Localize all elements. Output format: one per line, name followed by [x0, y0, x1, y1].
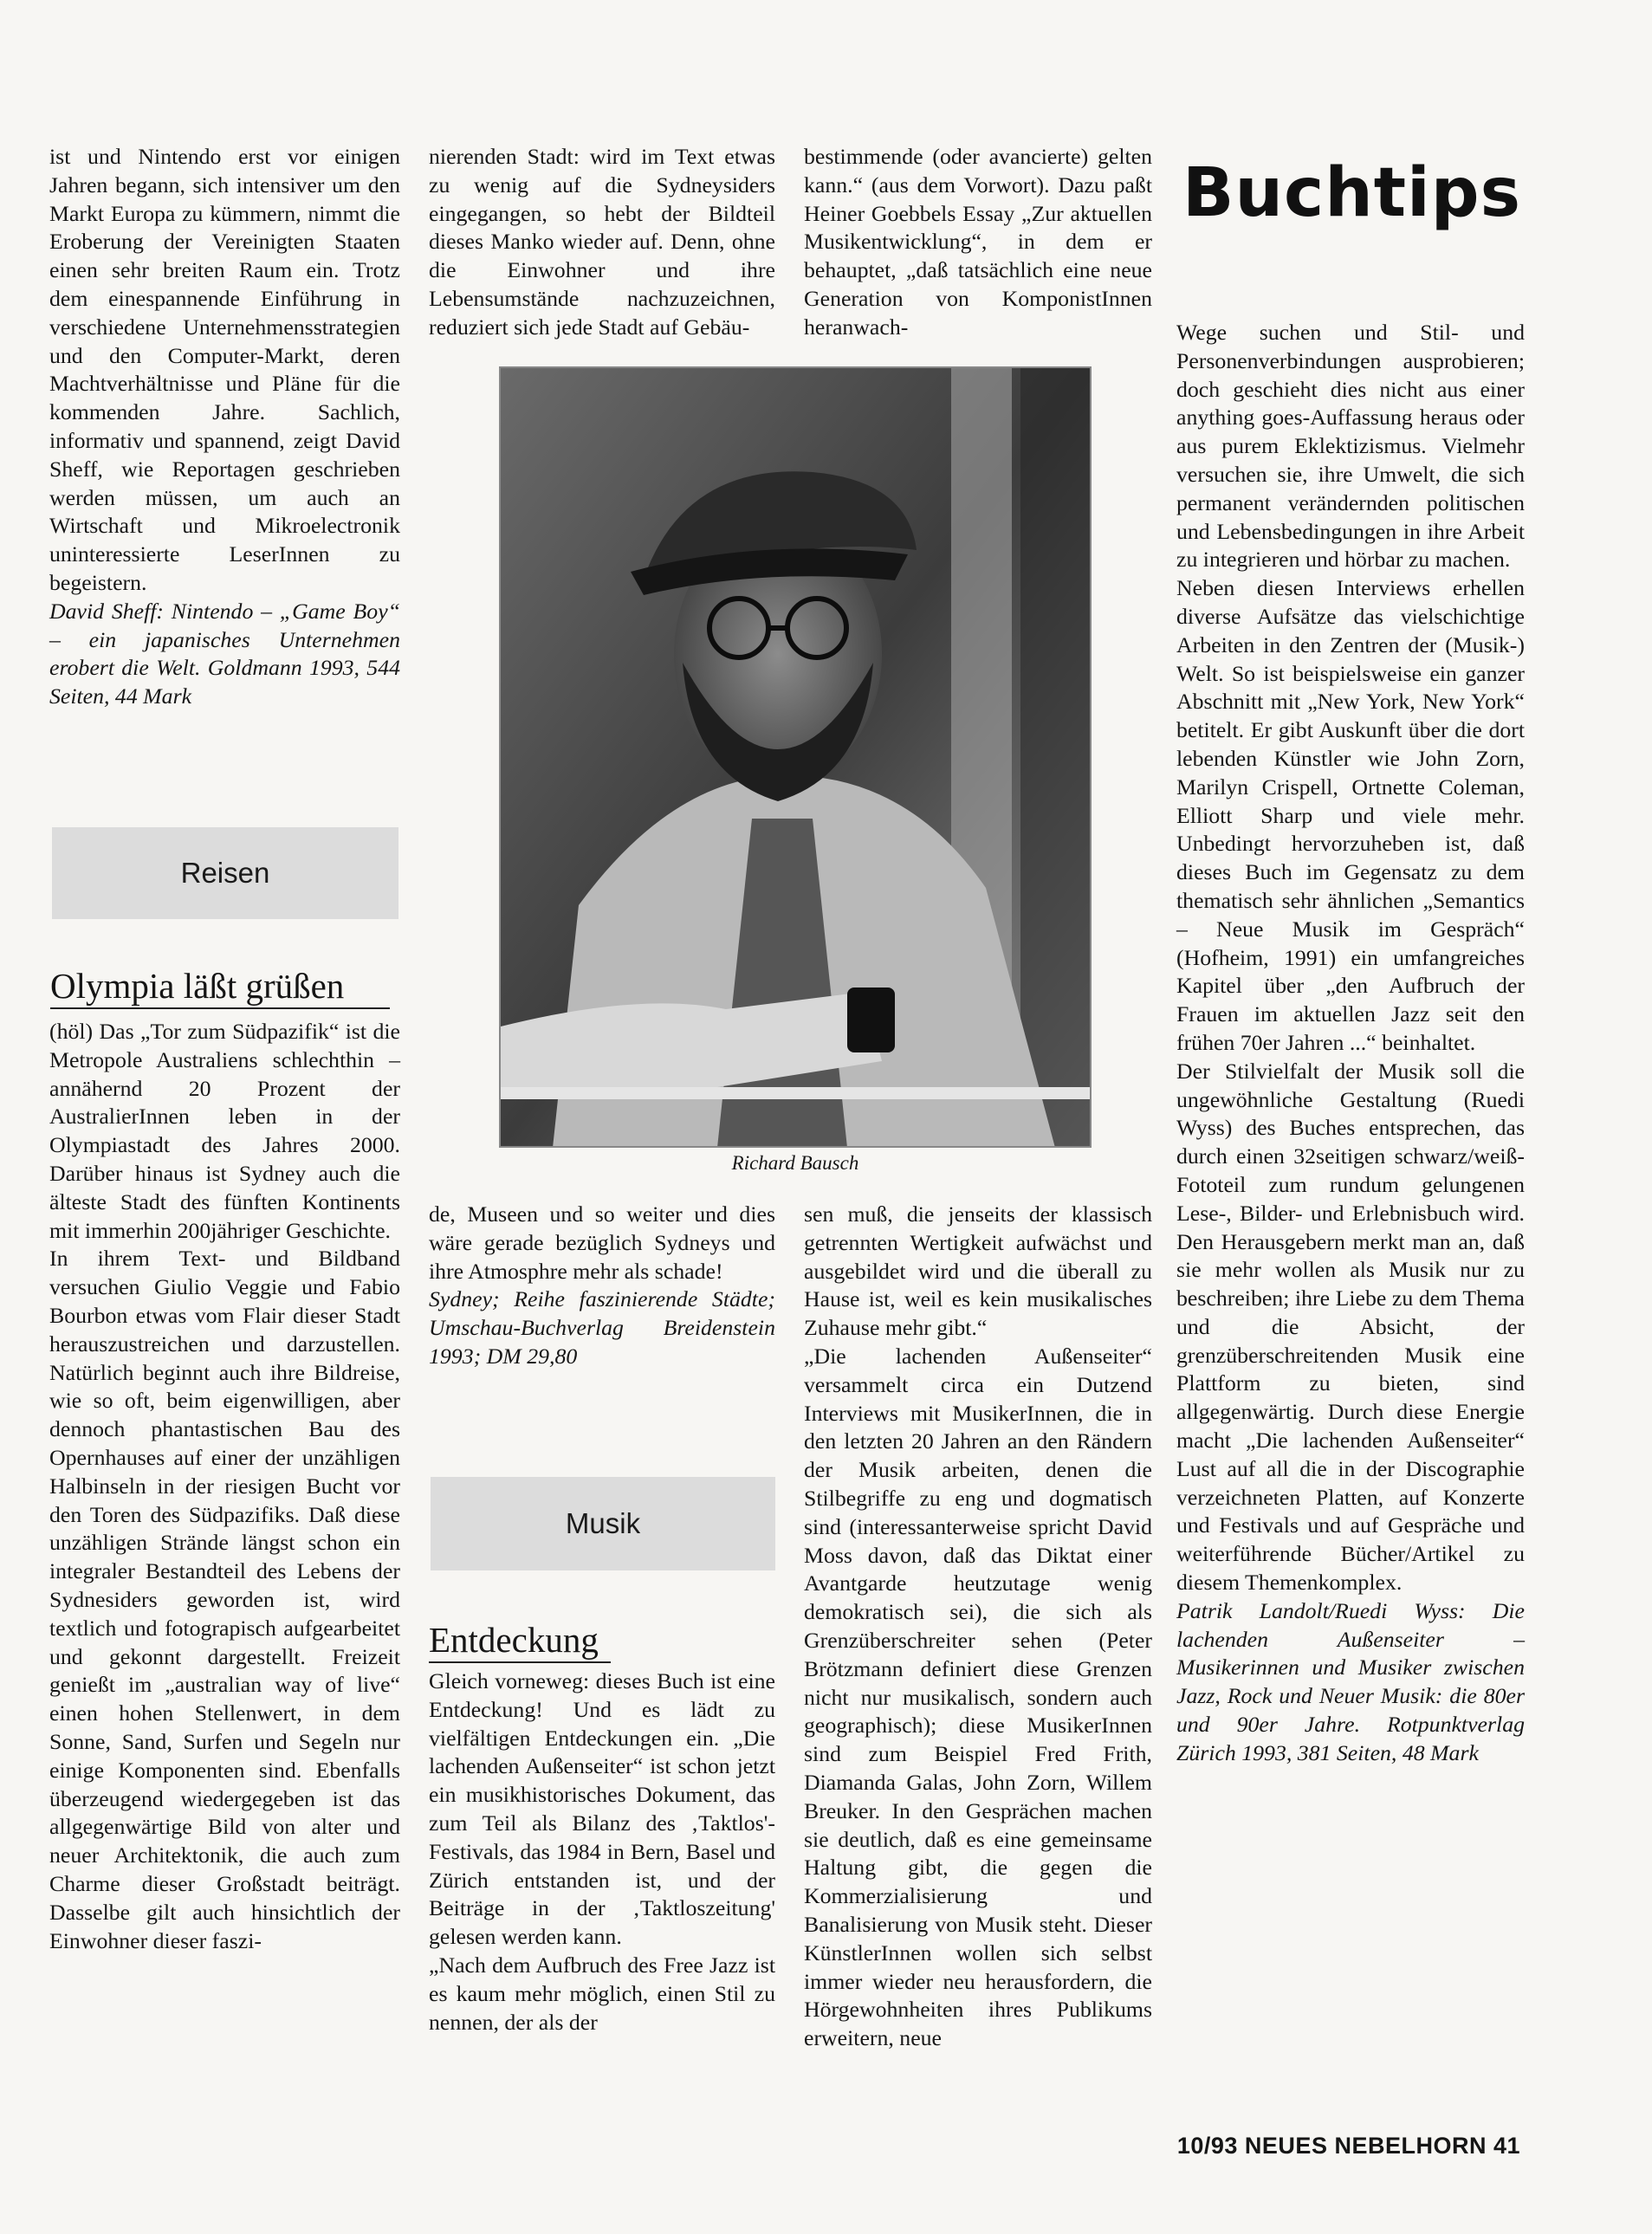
citation-aussenseiter: Patrik Landolt/Ruedi Wyss: Die lachenden Außenseiter – Musikerinnen und Musiker zwischen Jazz, Rock und Neuer Musik: die 80er und 90er Jahre. Rotpunktverlag Zürich 1993, 381 Seiten, 48 Mark	[1176, 1597, 1525, 1765]
column-1-top	[49, 143, 400, 711]
article-heading-entdeckung: Entdeckung	[429, 1620, 611, 1663]
section-banner-reisen	[52, 827, 398, 919]
column-4	[1176, 319, 1525, 1768]
portrait-photo-icon	[501, 368, 1090, 1146]
article-entdeckung-paragraph-4: „Die lachenden Außenseiter“ versammelt circa ein Dutzend Interviews mit MusikerInnen, die in den letzten 20 Jahren an den Rändern der Musik arbeiten, denen die Stilbegriffe zu eng und dogmatisch sind (interessanterweise spricht David Moss davon, daß das Diktat einer Avantgarde heutzutage wenig demokratisch sei), die sich als Grenzüberschreiter sehen (Peter Brötzmann definiert diese Grenzen nicht nur musikalisch, sondern auch geographisch); diese MusikerInnen sind zum Beispiel Fred Frith, Diamanda Galas, John Zorn, Willem Breuker. In den Gesprächen machen sie deutlich, daß es eine gemeinsame Haltung gibt, die gegen die Kommerzialisierung und Banalisierung von Musik steht. Dieser KünstlerInnen wollen sich selbst immer wieder neu herausfordern, die Hörgewohnheiten ihres Publikums erweitern, neue	[804, 1343, 1152, 2051]
article-olympia-end: de, Museen und so weiter und dies wäre gerade bezüglich Sydneys und ihre Atmosphre mehr als schade!	[429, 1201, 775, 1284]
column-1-bottom	[49, 1018, 400, 1955]
column-2-top	[429, 143, 775, 342]
article-entdeckung-paragraph-2: „Nach dem Aufbruch des Free Jazz ist es kaum mehr möglich, einen Stil zu nennen, der als der	[429, 1952, 775, 2035]
article-entdeckung-paragraph-5: Wege suchen und Stil- und Personenverbindungen ausprobieren; doch geschieht dies nicht aus einer anything goes-Auffassung heraus oder aus purem Eklektizismus. Vielmehr versuchen sie, ihre Umwelt, die sich permanent verändernden politischen und Lebensbedingungen in ihre Arbeit zu integrieren und hörbar zu machen.	[1176, 320, 1525, 573]
article-olympia-paragraph-1: (höl) Das „Tor zum Südpazifik“ ist die Metropole Australiens schlechthin – annähernd 20 Prozent der AustralierInnen leben in der Olympiastadt des Jahres 2000. Darüber hinaus ist Sydney auch die älteste Stadt des fünften Kontinents mit immerhin 200jähriger Geschichte.	[49, 1019, 400, 1243]
portrait-photo	[501, 368, 1090, 1146]
article-heading-olympia: Olympia läßt grüßen	[50, 966, 390, 1009]
section-title-buchtips: Buchtips	[1182, 154, 1522, 232]
article-olympia-paragraph-2: In ihrem Text- und Bildband versuchen Giulio Veggie und Fabio Bourbon etwas vom Flair dieser Stadt herauszustreichen und darzustellen. Natürlich beginnt auch ihre Bildreise, wie so oft, beim eigenwilligen, aber dennoch phantastischen Bau des Opernhauses auf einer der unzähligen Halbinseln in der riesigen Bucht vor den Toren des Südpazifiks. Daß diese unzähligen Strände längst schon ein integraler Bestandteil des Lebens der Sydnesiders geworden ist, wird textlich und fotograpisch aufgearbeitet und gekonnt dargestellt. Freizeit genießt im „australian way of live“ einen hohen Stellenwert, in dem Sonne, Sand, Surfen und Segeln nur einige Komponenten sind. Ebenfalls überzeugend wiedergegeben ist das allgegenwärtige Bild von alter und neuer Architektonik, die auch zum Charme dieser Großstadt beiträgt. Dasselbe gilt auch hinsichtlich der Einwohner dieser faszi-	[49, 1246, 400, 1953]
photo-caption: Richard Bausch	[731, 1152, 859, 1174]
column-3-top	[804, 143, 1152, 342]
article-entdeckung-paragraph-1: Gleich vorneweg: dieses Buch ist eine Entdeckung! Und es lädt zu vielfältigen Entdeckungen ein. „Die lachenden Außenseiter“ ist schon jetzt ein musikhistorisches Dokument, das zum Teil als Bilanz des ‚Taktlos'-Festivals, das 1984 in Bern, Basel und Zürich entstanden ist, und der Beiträge in der ‚Taktloszeitung' gelesen werden kann.	[429, 1668, 775, 1950]
column-3-bottom	[804, 1201, 1152, 2053]
column-2-lower	[429, 1667, 775, 2037]
section-banner-label: Musik	[565, 1507, 641, 1539]
citation-sydney: Sydney; Reihe faszinierende Städte; Umschau-Buchverlag Breidenstein 1993; DM 29,80	[429, 1286, 775, 1369]
article-entdeckung-continued: bestimmende (oder avancierte) gelten kann.“ (aus dem Vorwort). Dazu paßt Heiner Goebbels Essay „Zur aktuellen Musikentwicklung“, in dem er behauptet, „daß tatsächlich eine neue Generation von KomponistInnen heranwach-	[804, 144, 1152, 340]
page-footer: 10/93 NEUES NEBELHORN 41	[1176, 2133, 1520, 2159]
article-entdeckung-paragraph-7: Der Stilvielfalt der Musik soll die ungewöhnliche Gestaltung (Ruedi Wyss) des Buches entsprechen, das durch einen 32seitigen schwarz/weiß-Fototeil zum rundum gelungenen Lese-, Bilder- und Erlebnisbuch wird. Den Herausgebern merkt man an, daß sie mehr wollen als Musik nur zu beschreiben; ihre Liebe zu dem Thema und die Absicht, der grenzüberschreitenden Musik eine Plattform zu bieten, sind allgegenwärtig. Durch diese Energie macht „Die lachenden Außenseiter“ Lust auf all die in der Discographie verzeichneten Platten, auf Konzerte und Festivals und auf Gespräche und weiterführende Bücher/Artikel zu diesem Themenkomplex.	[1176, 1058, 1525, 1596]
citation-nintendo: David Sheff: Nintendo – „Game Boy“ – ein japanisches Unternehmen erobert die Welt. Goldmann 1993, 544 Seiten, 44 Mark	[49, 598, 400, 709]
section-banner-label: Reisen	[180, 857, 270, 889]
article-olympia-continued: nierenden Stadt: wird im Text etwas zu wenig auf die Sydneysiders eingegangen, so hebt der Bildteil dieses Manko wieder auf. Denn, ohne die Einwohner und ihre Lebensumstände nachzuzeichnen, reduziert sich jede Stadt auf Gebäu-	[429, 144, 775, 340]
article-entdeckung-paragraph-6: Neben diesen Interviews erhellen diverse Aufsätze das vielschichtige Arbeiten in den Zentren der (Musik-) Welt. So ist beispielsweise ein ganzer Abschnitt mit „New York, New York“ betitelt. Er gibt Auskunft über die dort lebenden Künstler wie John Zorn, Marilyn Crispell, Ortnette Coleman, Elliott Sharp und viele mehr. Unbedingt hervorzuheben ist, daß dieses Buch im Gegensatz zu dem thematisch sehr ähnlichen „Semantics – Neue Musik im Gespräch“ (Hofheim, 1991) ein umfangreiches Kapitel über „den Aufbruch der Frauen im aktuellen Jazz seit den frühen 70er Jahren ...“ beinhaltet.	[1176, 575, 1525, 1055]
article-nintendo-text: ist und Nintendo erst vor einigen Jahren begann, sich intensiver um den Markt Europa zu kümmern, nimmt die Eroberung der Vereinigten Staaten einen sehr breiten Raum ein. Trotz dem einespannende Einführung in verschiedene Unternehmensstrategien und den Computer-Markt, deren Machtverhältnisse und Pläne für die kommenden Jahre. Sachlich, informativ und spannend, zeigt David Sheff, wie Reportagen geschrieben werden müssen, um auch an Wirtschaft und Mikroelectronik uninteressierte LeserInnen zu begeistern.	[49, 144, 400, 595]
article-entdeckung-paragraph-3: sen muß, die jenseits der klassisch getrennten Wertigkeit aufwächst und ausgebildet wird und die überall zu Hause ist, weil es kein musikalisches Zuhause mehr gibt.“	[804, 1201, 1152, 1341]
section-banner-musik	[431, 1477, 775, 1570]
column-2-bottom	[429, 1201, 775, 1371]
